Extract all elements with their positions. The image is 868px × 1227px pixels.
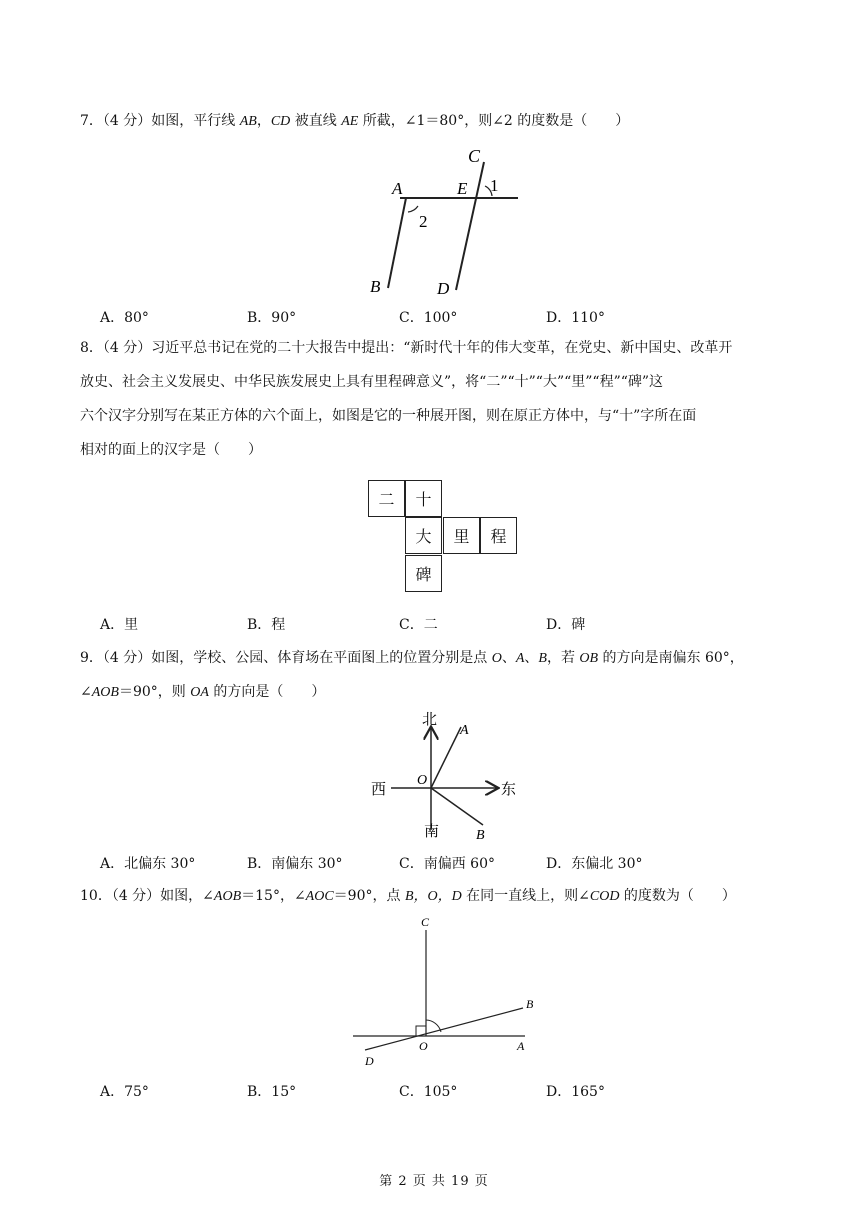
q9-label-o: O (417, 773, 428, 788)
q7-label-2: 2 (419, 212, 428, 231)
q7-label-e: E (457, 179, 468, 198)
q8-line-3: 六个汉字分别写在某正方体的六个面上，如图是它的一种展开图，则在原正方体中，与“十”字所在面 (80, 408, 697, 424)
q10-label-d: D (365, 1054, 374, 1068)
q8-option-c[interactable]: C．二 (399, 617, 438, 633)
net-cell-3: 大 (405, 517, 442, 554)
q8-line-1: 8．（4 分）习近平总书记在党的二十大报告中提出：“新时代十年的伟大变革，在党史、新中国史、改革开 (80, 340, 733, 356)
q9-label-b: B (476, 828, 485, 842)
q7-option-d[interactable]: D．110° (546, 310, 605, 326)
q8-cube-net (368, 480, 520, 594)
q9-figure (365, 710, 525, 842)
q9-option-d[interactable]: D．东偏北 30° (546, 856, 643, 872)
q10-label-a: A (517, 1039, 525, 1053)
q8-stem (80, 331, 792, 467)
q7-option-b[interactable]: B．90° (247, 310, 297, 326)
q9-south-label: 南 (424, 824, 440, 840)
q8-line-4: 相对的面上的汉字是（ ） (80, 442, 262, 458)
q9-north-label: 北 (422, 712, 438, 728)
q9-west-label: 西 (371, 782, 387, 798)
net-cell-2: 十 (405, 480, 442, 517)
q10-options (100, 1081, 760, 1105)
q9-option-c[interactable]: C．南偏西 60° (399, 856, 495, 872)
q7-option-a[interactable]: A．80° (100, 310, 149, 326)
q9-option-b[interactable]: B．南偏东 30° (247, 856, 343, 872)
q10-stem: 10．（4 分）如图，∠AOB＝15°，∠AOC＝90°，点 B，O，D 在同一直线上，则∠COD 的度数为（ ） (80, 888, 736, 904)
q10-option-c[interactable]: C．105° (399, 1084, 458, 1100)
q7-option-c[interactable]: C．100° (399, 310, 458, 326)
q8-option-d[interactable]: D．碑 (546, 617, 586, 633)
q9-options (100, 853, 760, 877)
net-cell-1: 二 (368, 480, 405, 517)
q9-line-1: 9．（4 分）如图，学校、公园、体育场在平面图上的位置分别是点 O、A、B，若 OB 的方向是南偏东 60°， (80, 650, 744, 666)
q8-options (100, 614, 760, 638)
q8-option-a[interactable]: A．里 (100, 617, 139, 633)
q10-label-o: O (419, 1039, 428, 1053)
q10-option-a[interactable]: A．75° (100, 1084, 149, 1100)
q9-label-a: A (460, 723, 469, 738)
page-footer: 第 2 页 共 19 页 (379, 1174, 489, 1189)
q7-label-1: 1 (490, 176, 499, 195)
net-cell-6: 碑 (405, 555, 442, 592)
q10-label-b: B (526, 997, 534, 1011)
net-cell-4: 里 (443, 517, 480, 554)
q7-figure (360, 140, 530, 300)
q9-east-label: 东 (501, 782, 517, 798)
q7-options (100, 307, 760, 331)
q7-label-a: A (392, 179, 403, 198)
q10-option-d[interactable]: D．165° (546, 1084, 605, 1100)
q9-line-2: ∠AOB＝90°，则 OA 的方向是（ ） (80, 684, 326, 700)
q7-label-b: B (370, 277, 381, 296)
q7-stem: 7．（4 分）如图，平行线 AB，CD 被直线 AE 所截，∠1＝80°，则∠2 的度数是（ ） (80, 113, 630, 129)
q7-label-d: D (437, 279, 450, 298)
q10-figure (345, 910, 545, 1070)
q10-label-c: C (421, 915, 430, 929)
q9-option-a[interactable]: A．北偏东 30° (100, 856, 196, 872)
q7-label-c: C (468, 146, 481, 166)
q8-line-2: 放史、社会主义发展史、中华民族发展史上具有里程碑意义”，将“二”“十”“大”“里”“程”“碑”这 (80, 374, 664, 390)
q10-option-b[interactable]: B．15° (247, 1084, 297, 1100)
q8-option-b[interactable]: B．程 (247, 617, 286, 633)
net-cell-5: 程 (480, 517, 517, 554)
